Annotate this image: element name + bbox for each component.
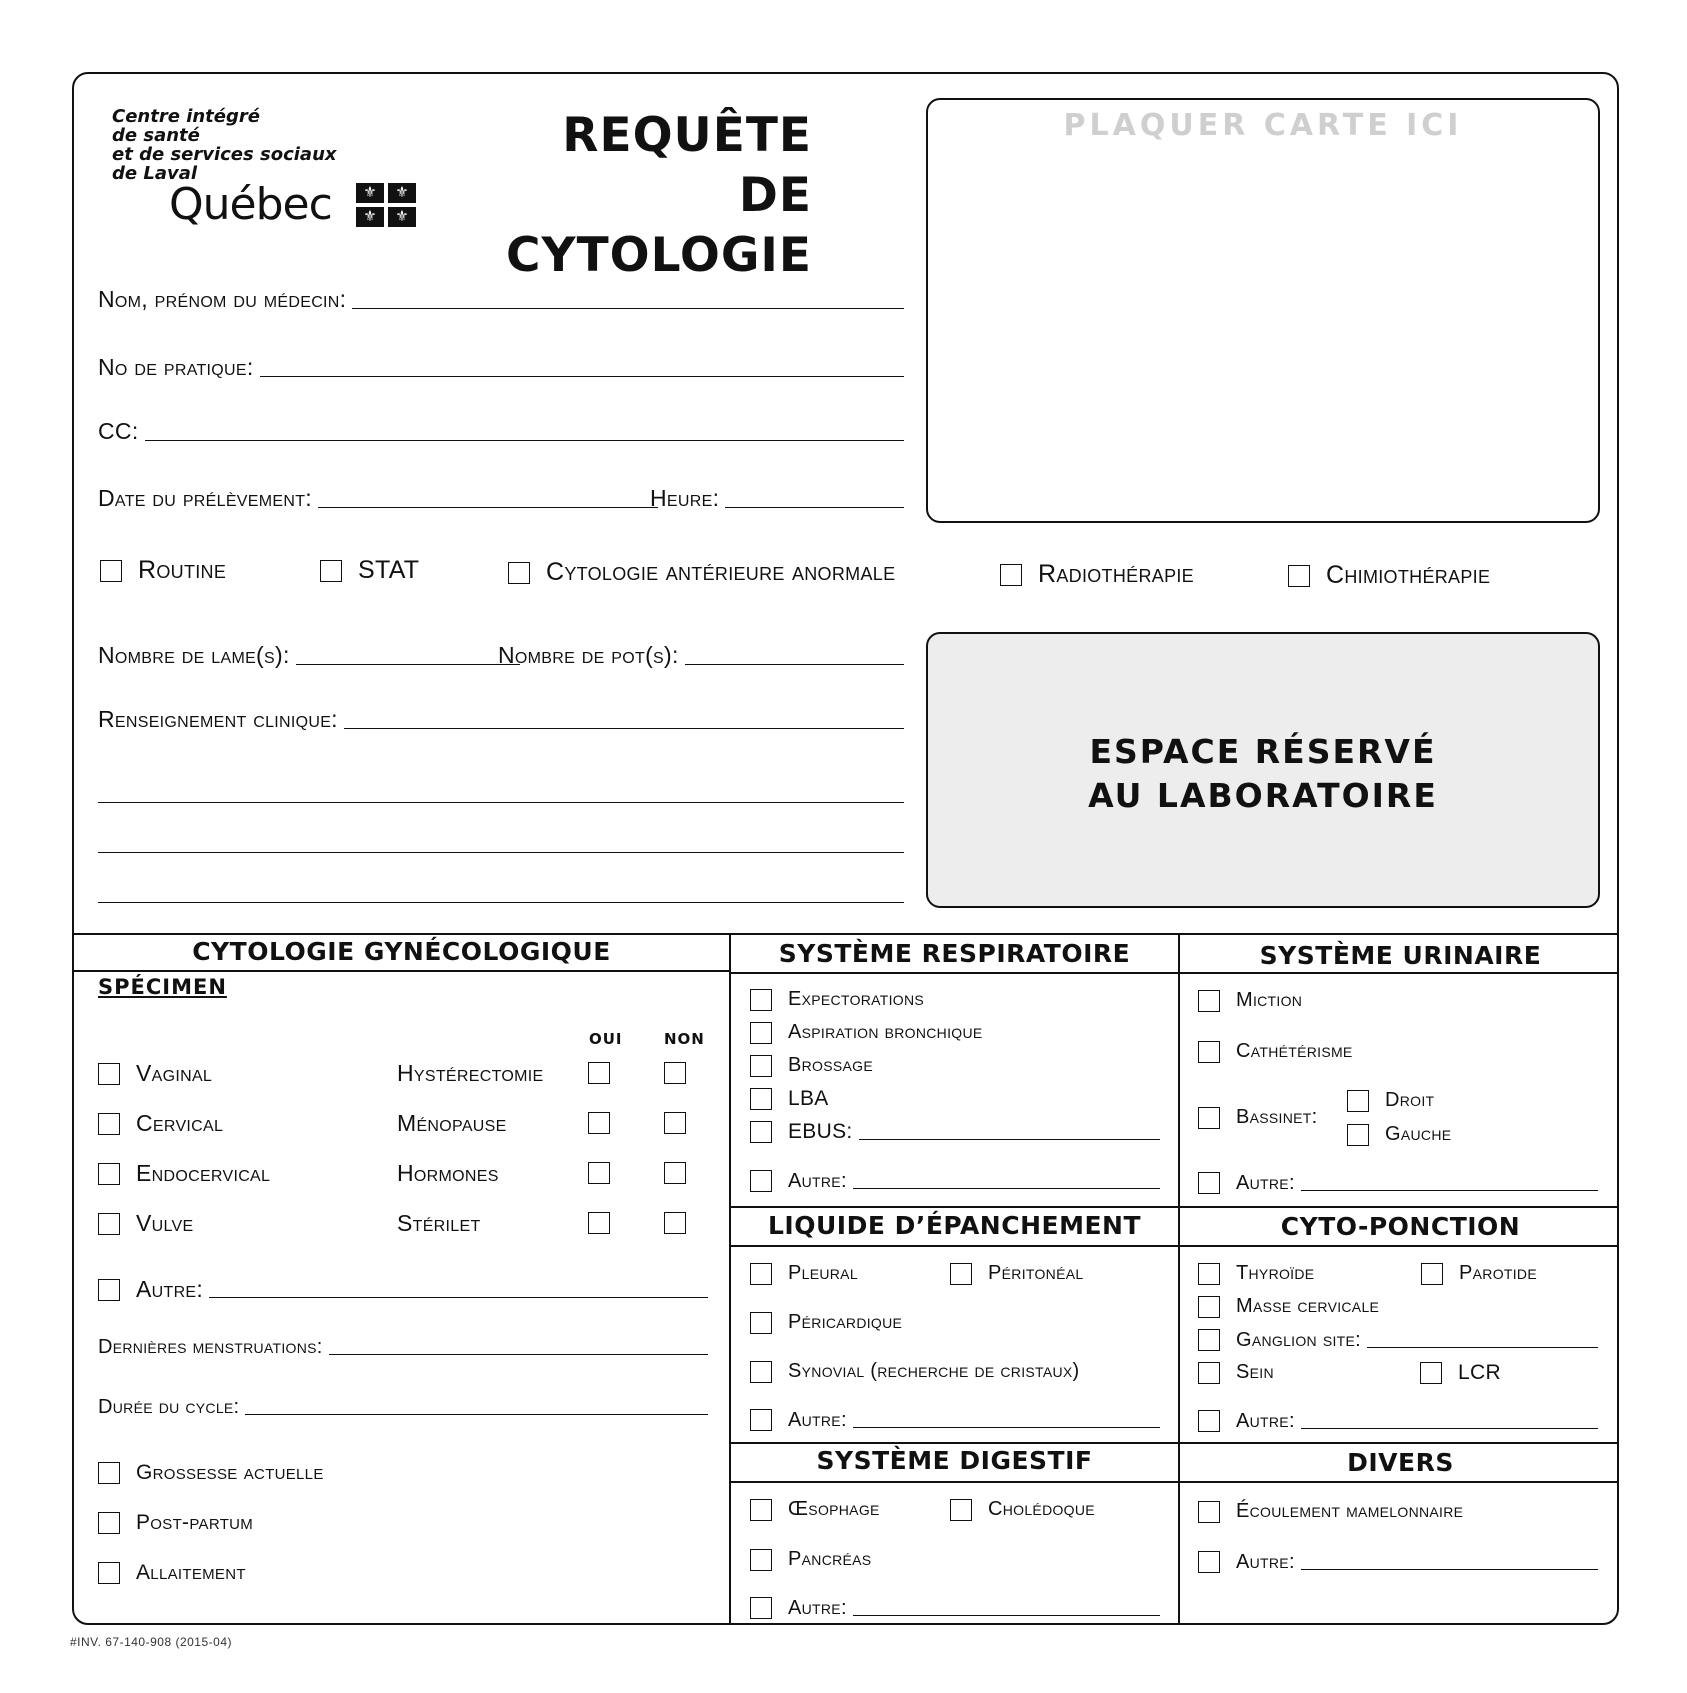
checkbox-label: Post-partum bbox=[136, 1511, 254, 1534]
checkbox-label: Autre: bbox=[1236, 1409, 1295, 1432]
section-divider bbox=[729, 1481, 1619, 1483]
checkbox-box[interactable] bbox=[1347, 1090, 1369, 1112]
medecin-label: Nom, prénom du médecin: bbox=[98, 286, 347, 312]
menstruations-input-line[interactable] bbox=[329, 1353, 708, 1355]
section-divider bbox=[729, 1245, 1619, 1247]
checkbox-label: Endocervical bbox=[136, 1160, 271, 1186]
checkbox-label: Pancréas bbox=[788, 1548, 872, 1570]
clinique-field[interactable] bbox=[98, 706, 904, 733]
checkbox-label: Péritonéal bbox=[988, 1262, 1084, 1284]
menopause-oui-checkbox[interactable] bbox=[588, 1112, 610, 1134]
specimen-heading: SPÉCIMEN bbox=[98, 975, 227, 999]
cc-input-line[interactable] bbox=[145, 439, 904, 441]
checkbox-label: LBA bbox=[788, 1087, 829, 1110]
droit-checkbox[interactable] bbox=[1347, 1089, 1434, 1112]
parotide-checkbox[interactable] bbox=[1421, 1262, 1537, 1285]
checkbox-box[interactable] bbox=[750, 1022, 772, 1044]
cycle-input-line[interactable] bbox=[245, 1413, 708, 1415]
institution-name bbox=[112, 107, 337, 183]
checkbox-box[interactable] bbox=[1421, 1263, 1443, 1285]
checkbox-label: Autre: bbox=[788, 1169, 847, 1192]
hysterectomie-non-checkbox[interactable] bbox=[664, 1062, 686, 1084]
non-heading: NON bbox=[664, 1030, 705, 1048]
checkbox-box[interactable] bbox=[98, 1562, 120, 1584]
checkbox-label: Masse cervicale bbox=[1236, 1295, 1380, 1317]
cytologie-anterieure-checkbox[interactable] bbox=[508, 558, 895, 587]
section-divider bbox=[729, 933, 731, 1625]
checkbox-label: Autre: bbox=[788, 1596, 847, 1619]
ponction-title: CYTO-PONCTION bbox=[1280, 1212, 1521, 1241]
lba-checkbox[interactable] bbox=[750, 1087, 829, 1111]
checkbox-label: Bassinet: bbox=[1236, 1106, 1318, 1128]
checkbox-box[interactable] bbox=[750, 1549, 772, 1571]
checkbox-box[interactable] bbox=[1198, 1296, 1220, 1318]
hormones-non-checkbox[interactable] bbox=[664, 1162, 686, 1184]
pratique-field[interactable] bbox=[98, 354, 904, 381]
card-label: PLAQUER CARTE ICI bbox=[1063, 108, 1463, 143]
menopause-non-checkbox[interactable] bbox=[664, 1112, 686, 1134]
masse-cervicale-checkbox[interactable] bbox=[1198, 1295, 1379, 1318]
checkbox-label: Cervical bbox=[136, 1110, 224, 1136]
medecin-input-line[interactable] bbox=[352, 307, 904, 309]
checkbox-label: Chimiothérapie bbox=[1326, 561, 1491, 589]
menstruations-label: Dernières menstruations: bbox=[98, 1336, 323, 1358]
checkbox-box[interactable] bbox=[1198, 1041, 1220, 1063]
lab-line: AU LABORATOIRE bbox=[1088, 776, 1438, 815]
checkbox-label: LCR bbox=[1458, 1361, 1501, 1384]
checkbox-label: Autre: bbox=[1236, 1550, 1295, 1573]
miction-checkbox[interactable] bbox=[1198, 989, 1302, 1012]
checkbox-box[interactable] bbox=[1288, 565, 1310, 587]
checkbox-label: Autre: bbox=[136, 1276, 204, 1302]
respiratoire-autre-field[interactable] bbox=[750, 1169, 1160, 1193]
inventory-number: #INV. 67-140-908 (2015-04) bbox=[70, 1635, 232, 1649]
checkbox-box[interactable] bbox=[98, 1213, 120, 1235]
clinique-input-line[interactable] bbox=[344, 727, 904, 729]
checkbox-box[interactable] bbox=[750, 1499, 772, 1521]
checkbox-label: Miction bbox=[1236, 989, 1303, 1011]
checkbox-box[interactable] bbox=[508, 562, 530, 584]
lab-line: ESPACE RÉSERVÉ bbox=[1089, 732, 1437, 771]
autre-input-line[interactable] bbox=[1301, 1568, 1598, 1570]
synovial-checkbox[interactable] bbox=[750, 1360, 1080, 1383]
checkbox-label: Cholédoque bbox=[988, 1498, 1095, 1520]
urinaire-autre-field[interactable] bbox=[1198, 1171, 1598, 1195]
checkbox-label: Œsophage bbox=[788, 1498, 880, 1520]
menstruations-field[interactable] bbox=[98, 1336, 708, 1359]
hysterectomie-oui-checkbox[interactable] bbox=[588, 1062, 610, 1084]
checkbox-box[interactable] bbox=[750, 1088, 772, 1110]
checkbox-box[interactable] bbox=[750, 1597, 772, 1619]
checkbox-label: Aspiration bronchique bbox=[788, 1021, 983, 1043]
checkbox-label: Vaginal bbox=[136, 1060, 213, 1086]
autre-input-line[interactable] bbox=[853, 1426, 1160, 1428]
checkbox-label: Expectorations bbox=[788, 988, 925, 1010]
chimiotherapie-checkbox[interactable] bbox=[1288, 561, 1490, 590]
digestif-title: SYSTÈME DIGESTIF bbox=[816, 1446, 1093, 1475]
date-input-line[interactable] bbox=[318, 506, 658, 508]
hormones-oui-checkbox[interactable] bbox=[588, 1162, 610, 1184]
cervical-checkbox[interactable] bbox=[98, 1110, 223, 1137]
oesophage-checkbox[interactable] bbox=[750, 1498, 880, 1521]
brossage-checkbox[interactable] bbox=[750, 1054, 873, 1077]
checkbox-box[interactable] bbox=[1198, 1501, 1220, 1523]
gauche-checkbox[interactable] bbox=[1347, 1123, 1451, 1146]
clinique-extra-line[interactable] bbox=[98, 852, 904, 853]
checkbox-box[interactable] bbox=[750, 1121, 772, 1143]
clinique-extra-line[interactable] bbox=[98, 902, 904, 903]
checkbox-box[interactable] bbox=[950, 1499, 972, 1521]
checkbox-box[interactable] bbox=[1198, 1410, 1220, 1432]
title-line: REQUÊTE DE bbox=[562, 108, 812, 223]
institution-line: Centre intégré bbox=[112, 106, 260, 127]
checkbox-label: STAT bbox=[358, 556, 420, 584]
expectorations-checkbox[interactable] bbox=[750, 988, 924, 1011]
checkbox-label: Cathétérisme bbox=[1236, 1040, 1353, 1062]
hormones-label: Hormones bbox=[397, 1160, 499, 1186]
catheterisme-checkbox[interactable] bbox=[1198, 1040, 1353, 1063]
checkbox-label: Grossesse actuelle bbox=[136, 1461, 324, 1484]
urinaire-title: SYSTÈME URINAIRE bbox=[1259, 941, 1542, 970]
endocervical-checkbox[interactable] bbox=[98, 1160, 270, 1187]
respiratoire-title: SYSTÈME RESPIRATOIRE bbox=[778, 939, 1131, 968]
checkbox-label: Vulve bbox=[136, 1210, 194, 1236]
patient-card-area bbox=[926, 98, 1600, 523]
checkbox-box[interactable] bbox=[98, 1462, 120, 1484]
checkbox-label: Parotide bbox=[1459, 1262, 1537, 1284]
form-title bbox=[494, 106, 812, 286]
section-divider bbox=[729, 972, 1619, 974]
checkbox-label: Cytologie antérieure anormale bbox=[546, 558, 896, 586]
checkbox-box[interactable] bbox=[320, 560, 342, 582]
hysterectomie-label: Hystérectomie bbox=[397, 1060, 544, 1086]
autre-input-line[interactable] bbox=[853, 1187, 1160, 1189]
grossesse-checkbox[interactable] bbox=[98, 1461, 324, 1485]
checkbox-box[interactable] bbox=[1198, 1263, 1220, 1285]
epanchement-autre-field[interactable] bbox=[750, 1408, 1160, 1432]
lab-reserved-area bbox=[926, 632, 1600, 908]
institution-line: de santé bbox=[112, 125, 200, 146]
checkbox-label: Autre: bbox=[1236, 1171, 1295, 1194]
pericardique-checkbox[interactable] bbox=[750, 1311, 902, 1334]
lcr-checkbox[interactable] bbox=[1420, 1361, 1501, 1385]
cycle-label: Durée du cycle: bbox=[98, 1396, 240, 1418]
checkbox-label: Thyroïde bbox=[1236, 1262, 1315, 1284]
checkbox-box[interactable] bbox=[750, 1055, 772, 1077]
checkbox-label: Synovial (recherche de cristaux) bbox=[788, 1360, 1080, 1382]
section-divider bbox=[74, 933, 1619, 935]
lames-label: Nombre de lame(s): bbox=[98, 642, 290, 668]
medecin-field[interactable] bbox=[98, 286, 904, 313]
checkbox-box[interactable] bbox=[1000, 564, 1022, 586]
checkbox-box[interactable] bbox=[750, 1361, 772, 1383]
pots-field[interactable] bbox=[498, 642, 904, 669]
checkbox-box[interactable] bbox=[750, 1170, 772, 1192]
pots-input-line[interactable] bbox=[685, 663, 904, 665]
checkbox-label: Routine bbox=[138, 556, 227, 584]
checkbox-box[interactable] bbox=[98, 1163, 120, 1185]
checkbox-box[interactable] bbox=[1347, 1124, 1369, 1146]
clinique-label: Renseignement clinique: bbox=[98, 706, 338, 732]
lames-input-line[interactable] bbox=[296, 663, 520, 665]
ecoulement-checkbox[interactable] bbox=[1198, 1500, 1463, 1523]
post-partum-checkbox[interactable] bbox=[98, 1511, 253, 1535]
oui-heading: OUI bbox=[589, 1030, 623, 1048]
stat-checkbox[interactable] bbox=[320, 556, 419, 585]
checkbox-label: Péricardique bbox=[788, 1311, 903, 1333]
checkbox-box[interactable] bbox=[1198, 1329, 1220, 1351]
thyroide-checkbox[interactable] bbox=[1198, 1262, 1314, 1285]
institution-line: de Laval bbox=[112, 163, 198, 184]
checkbox-box[interactable] bbox=[950, 1263, 972, 1285]
checkbox-box[interactable] bbox=[98, 1512, 120, 1534]
autre-input-line[interactable] bbox=[853, 1614, 1160, 1616]
checkbox-box[interactable] bbox=[1198, 1551, 1220, 1573]
checkbox-label: Autre: bbox=[788, 1408, 847, 1431]
checkbox-box[interactable] bbox=[98, 1113, 120, 1135]
routine-checkbox[interactable] bbox=[100, 556, 226, 585]
heure-label: Heure: bbox=[650, 485, 720, 511]
choledoque-checkbox[interactable] bbox=[950, 1498, 1095, 1521]
checkbox-box[interactable] bbox=[98, 1279, 120, 1301]
cycle-field[interactable] bbox=[98, 1396, 708, 1419]
section-divider bbox=[74, 970, 729, 972]
gyneco-title: CYTOLOGIE GYNÉCOLOGIQUE bbox=[192, 937, 611, 966]
peritoneal-checkbox[interactable] bbox=[950, 1262, 1083, 1285]
form-frame bbox=[72, 72, 1619, 1625]
checkbox-box[interactable] bbox=[750, 1409, 772, 1431]
pleural-checkbox[interactable] bbox=[750, 1262, 858, 1285]
ponction-autre-field[interactable] bbox=[1198, 1409, 1598, 1433]
pots-label: Nombre de pot(s): bbox=[498, 642, 679, 668]
divers-title: DIVERS bbox=[1347, 1448, 1454, 1477]
heure-input-line[interactable] bbox=[725, 506, 904, 508]
autre-input-line[interactable] bbox=[1301, 1189, 1598, 1191]
date-field[interactable] bbox=[98, 485, 658, 512]
pratique-label: No de pratique: bbox=[98, 354, 254, 380]
ganglion-input-line[interactable] bbox=[1367, 1346, 1598, 1348]
vaginal-checkbox[interactable] bbox=[98, 1060, 212, 1087]
ebus-field[interactable] bbox=[750, 1120, 1160, 1144]
sein-checkbox[interactable] bbox=[1198, 1361, 1274, 1384]
clinique-extra-line[interactable] bbox=[98, 802, 904, 803]
lab-reserved-label bbox=[928, 730, 1598, 818]
cc-field[interactable] bbox=[98, 418, 904, 445]
section-divider bbox=[729, 1206, 1619, 1208]
radiotherapie-checkbox[interactable] bbox=[1000, 560, 1194, 589]
checkbox-label: Brossage bbox=[788, 1054, 873, 1076]
title-line: CYTOLOGIE bbox=[506, 228, 812, 283]
checkbox-box[interactable] bbox=[1420, 1362, 1442, 1384]
checkbox-box[interactable] bbox=[100, 560, 122, 582]
checkbox-label: Pleural bbox=[788, 1262, 858, 1284]
checkbox-box[interactable] bbox=[750, 989, 772, 1011]
checkbox-box[interactable] bbox=[98, 1063, 120, 1085]
sterilet-non-checkbox[interactable] bbox=[664, 1212, 686, 1234]
vulve-checkbox[interactable] bbox=[98, 1210, 193, 1237]
fleur-de-lis-icon: ⚜ ⚜ ⚜ ⚜ bbox=[356, 183, 416, 227]
sterilet-oui-checkbox[interactable] bbox=[588, 1212, 610, 1234]
autre-input-line[interactable] bbox=[209, 1296, 708, 1298]
checkbox-label: Écoulement mamelonnaire bbox=[1236, 1500, 1464, 1522]
institution-line: et de services sociaux bbox=[112, 144, 337, 165]
ganglion-field[interactable] bbox=[1198, 1328, 1598, 1352]
gyneco-autre-field[interactable] bbox=[98, 1276, 708, 1303]
section-divider bbox=[1178, 933, 1180, 1625]
menopause-label: Ménopause bbox=[397, 1110, 507, 1136]
aspiration-checkbox[interactable] bbox=[750, 1021, 983, 1044]
divers-autre-field[interactable] bbox=[1198, 1550, 1598, 1574]
digestif-autre-field[interactable] bbox=[750, 1596, 1160, 1620]
checkbox-box[interactable] bbox=[750, 1312, 772, 1334]
heure-field[interactable] bbox=[650, 485, 904, 512]
ebus-input-line[interactable] bbox=[859, 1138, 1160, 1140]
checkbox-box[interactable] bbox=[750, 1263, 772, 1285]
checkbox-label: Allaitement bbox=[136, 1561, 246, 1584]
allaitement-checkbox[interactable] bbox=[98, 1561, 246, 1585]
pratique-input-line[interactable] bbox=[260, 375, 904, 377]
epanchement-title: LIQUIDE D’ÉPANCHEMENT bbox=[767, 1211, 1142, 1240]
checkbox-box[interactable] bbox=[1198, 1107, 1220, 1129]
lames-field[interactable] bbox=[98, 642, 520, 669]
sterilet-label: Stérilet bbox=[397, 1210, 481, 1236]
bassinet-checkbox[interactable] bbox=[1198, 1106, 1318, 1129]
cc-label: CC: bbox=[98, 418, 139, 444]
date-label: Date du prélèvement: bbox=[98, 485, 312, 511]
checkbox-box[interactable] bbox=[1198, 1172, 1220, 1194]
checkbox-label: EBUS: bbox=[788, 1120, 853, 1143]
checkbox-label: Ganglion site: bbox=[1236, 1328, 1362, 1351]
quebec-wordmark: Québec bbox=[169, 179, 332, 230]
checkbox-box[interactable] bbox=[1198, 990, 1220, 1012]
checkbox-label: Radiothérapie bbox=[1038, 560, 1194, 588]
checkbox-label: Droit bbox=[1385, 1089, 1435, 1111]
pancreas-checkbox[interactable] bbox=[750, 1548, 871, 1571]
checkbox-label: Gauche bbox=[1385, 1123, 1452, 1145]
checkbox-box[interactable] bbox=[1198, 1362, 1220, 1384]
checkbox-label: Sein bbox=[1236, 1361, 1274, 1383]
section-divider bbox=[729, 1442, 1619, 1444]
autre-input-line[interactable] bbox=[1301, 1427, 1598, 1429]
